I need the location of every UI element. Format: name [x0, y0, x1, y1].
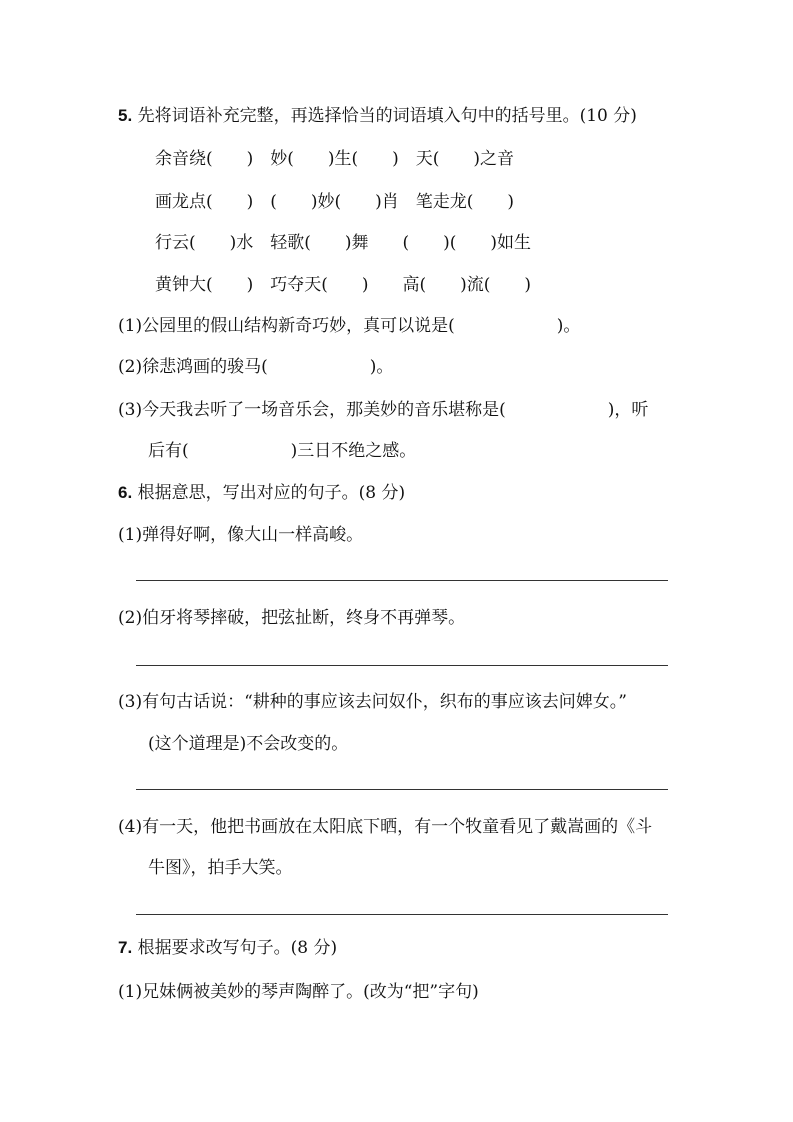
q5-word-row-1: 余音绕( ) 妙( )生( ) 天( )之音 [155, 149, 515, 169]
question-6-number: 6. [118, 483, 133, 502]
question-7-number: 7. [118, 938, 133, 957]
question-6-text: 根据意思，写出对应的句子。(8 分) [137, 483, 406, 503]
q6-item-1: (1)弹得好啊，像大山一样高峻。 [118, 525, 364, 545]
q5-word-row-4: 黄钟大( ) 巧夺天( ) 高( )流( ) [155, 275, 532, 295]
answer-line-3[interactable] [136, 789, 668, 790]
q6-item-2: (2)伯牙将琴摔破，把弦扯断，终身不再弹琴。 [118, 608, 466, 628]
answer-line-2[interactable] [136, 665, 668, 666]
question-5-header [118, 106, 637, 126]
question-7-text: 根据要求改写句子。(8 分) [137, 938, 338, 958]
q5-word-row-2: 画龙点( ) ( )妙( )肖 笔走龙( ) [155, 192, 515, 212]
q7-item-1: (1)兄妹俩被美妙的琴声陶醉了。(改为“把”字句) [118, 982, 479, 1002]
q5-sentence-2: (2)徐悲鸿画的骏马( )。 [118, 357, 394, 377]
question-5-text: 先将词语补充完整，再选择恰当的词语填入句中的括号里。(10 分) [137, 106, 637, 126]
q5-sentence-3-line-2: 后有( )三日不绝之感。 [148, 441, 417, 461]
q6-item-3-line-1: (3)有句古话说：“耕种的事应该去问奴仆，织布的事应该去问婢女。” [118, 692, 627, 712]
question-7-header [118, 938, 337, 958]
question-6-header [118, 483, 405, 503]
q6-item-4-line-2: 牛图》，拍手大笑。 [148, 858, 293, 878]
q5-sentence-3-line-1: (3)今天我去听了一场音乐会，那美妙的音乐堪称是( )，听 [118, 400, 649, 420]
q6-item-4-line-1: (4)有一天，他把书画放在太阳底下晒，有一个牧童看见了戴嵩画的《斗 [118, 817, 653, 837]
q5-sentence-1: (1)公园里的假山结构新奇巧妙，真可以说是( )。 [118, 316, 581, 336]
q6-item-3-line-2: (这个道理是)不会改变的。 [148, 734, 349, 754]
question-5-number: 5. [118, 106, 133, 125]
answer-line-1[interactable] [136, 580, 668, 581]
answer-line-4[interactable] [136, 914, 668, 915]
q5-word-row-3: 行云( )水 轻歌( )舞 ( )( )如生 [155, 233, 532, 253]
